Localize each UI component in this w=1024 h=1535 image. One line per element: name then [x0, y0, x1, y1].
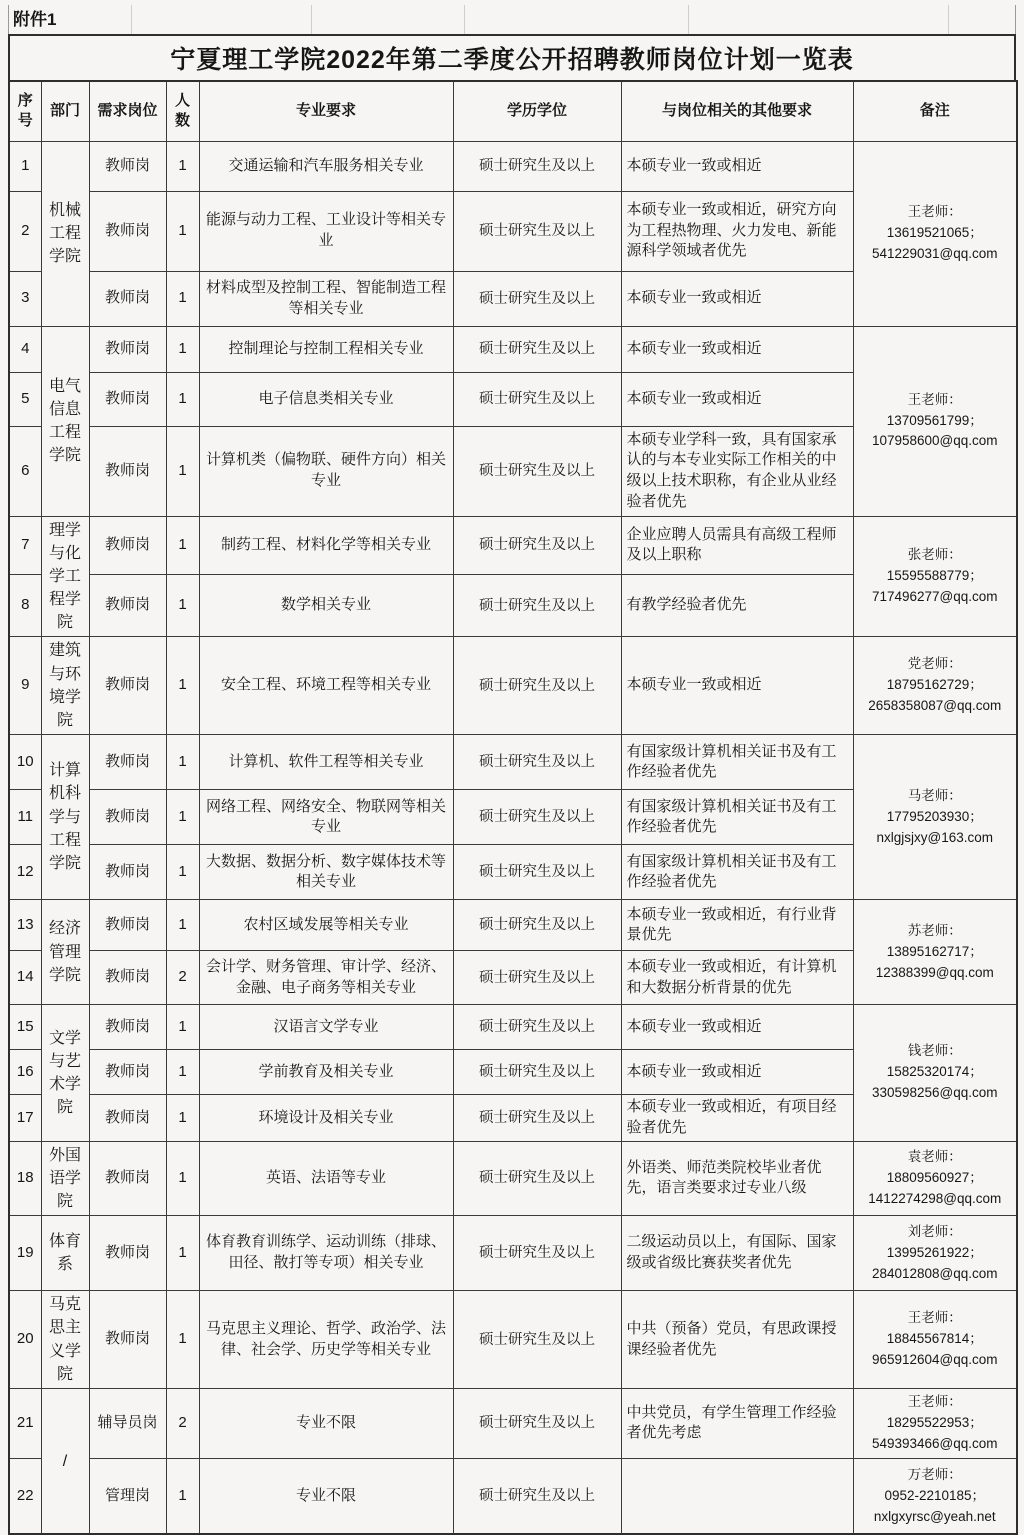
remark-line: 18845567814； [886, 1331, 983, 1347]
remark-line: 13995261922； [886, 1244, 983, 1260]
column-header: 部门 [41, 81, 89, 141]
remark-line: 13895162717； [886, 943, 983, 959]
cell-post: 教师岗 [89, 326, 166, 372]
cell-major-requirement: 会计学、财务管理、审计学、经济、金融、电子商务等相关专业 [199, 951, 453, 1005]
cell-department: 体育系 [41, 1216, 89, 1291]
cell-serial-number: 12 [9, 845, 41, 900]
cell-headcount: 1 [166, 141, 199, 191]
cell-remark-contact [853, 516, 1017, 637]
cell-major-requirement: 电子信息类相关专业 [199, 372, 453, 426]
cell-post: 教师岗 [89, 1005, 166, 1050]
attachment-label: 附件1 [13, 10, 57, 29]
cell-headcount: 1 [166, 845, 199, 900]
cell-degree-requirement: 硕士研究生及以上 [453, 1050, 621, 1095]
cell-degree-requirement: 硕士研究生及以上 [453, 1141, 621, 1216]
remark-line: 王老师： [907, 391, 962, 407]
cell-serial-number: 4 [9, 326, 41, 372]
remark-line: 15595588779； [886, 568, 983, 583]
remark-line: 王老师： [907, 1310, 962, 1326]
column-header: 人数 [166, 81, 199, 141]
recruitment-table [8, 80, 1018, 1535]
remark-line: 张老师： [907, 547, 962, 563]
remark-line: 15825320174； [886, 1064, 983, 1080]
column-header: 专业要求 [199, 81, 453, 141]
remark-line: 18795162729； [886, 677, 983, 693]
table-row [9, 326, 1017, 372]
cell-major-requirement: 数学相关专业 [199, 574, 453, 637]
cell-remark-contact [853, 141, 1017, 326]
cell-major-requirement: 计算机、软件工程等相关专业 [199, 735, 453, 790]
cell-major-requirement: 马克思主义理论、哲学、政治学、法律、社会学、历史学等相关专业 [199, 1291, 453, 1389]
cell-major-requirement: 汉语言文学专业 [199, 1005, 453, 1050]
remark-line: 钱老师： [907, 1043, 962, 1059]
cell-headcount: 1 [166, 326, 199, 372]
cell-other-requirements: 本硕专业一致或相近 [621, 271, 853, 326]
cell-serial-number: 19 [9, 1216, 41, 1291]
cell-major-requirement: 环境设计及相关专业 [199, 1095, 453, 1141]
cell-post: 教师岗 [89, 1095, 166, 1141]
cell-headcount: 1 [166, 735, 199, 790]
gridline [311, 5, 312, 34]
column-header: 备注 [853, 81, 1017, 141]
cell-other-requirements: 本硕专业一致或相近 [621, 637, 853, 735]
remark-line: 2658358087@qq.com [868, 698, 1002, 714]
cell-serial-number: 20 [9, 1291, 41, 1389]
cell-degree-requirement: 硕士研究生及以上 [453, 1291, 621, 1389]
cell-serial-number: 7 [9, 516, 41, 574]
cell-post: 教师岗 [89, 1216, 166, 1291]
cell-other-requirements [621, 1458, 853, 1534]
cell-major-requirement: 专业不限 [199, 1388, 453, 1458]
cell-degree-requirement: 硕士研究生及以上 [453, 637, 621, 735]
cell-post: 教师岗 [89, 271, 166, 326]
remark-line: 18809560927； [886, 1169, 983, 1185]
remark-line: 965912604@qq.com [871, 1351, 998, 1367]
cell-serial-number: 3 [9, 271, 41, 326]
gridline [131, 5, 132, 34]
cell-post: 教师岗 [89, 1291, 166, 1389]
cell-degree-requirement: 硕士研究生及以上 [453, 426, 621, 516]
cell-department: 外国语学院 [41, 1141, 89, 1216]
cell-other-requirements: 本硕专业一致或相近，研究方向为工程热物理、火力发电、新能源科学领域者优先 [621, 191, 853, 271]
cell-degree-requirement: 硕士研究生及以上 [453, 951, 621, 1005]
cell-post: 管理岗 [89, 1458, 166, 1534]
cell-degree-requirement: 硕士研究生及以上 [453, 574, 621, 637]
cell-major-requirement: 安全工程、环境工程等相关专业 [199, 637, 453, 735]
remark-line: 党老师： [907, 656, 962, 672]
cell-other-requirements: 本硕专业一致或相近 [621, 1005, 853, 1050]
table-row [9, 900, 1017, 951]
cell-degree-requirement: 硕士研究生及以上 [453, 1005, 621, 1050]
cell-serial-number: 18 [9, 1141, 41, 1216]
table-row [9, 1216, 1017, 1291]
cell-remark-contact [853, 1141, 1017, 1216]
remark-line: 万老师： [907, 1466, 962, 1482]
remark-line: 330598256@qq.com [871, 1085, 998, 1101]
top-strip [8, 5, 1016, 34]
cell-post: 教师岗 [89, 516, 166, 574]
cell-major-requirement: 计算机类（偏物联、硬件方向）相关专业 [199, 426, 453, 516]
cell-serial-number: 16 [9, 1050, 41, 1095]
cell-department: 计算机科学与工程学院 [41, 735, 89, 900]
remark-line: 12388399@qq.com [875, 964, 994, 980]
cell-major-requirement: 制药工程、材料化学等相关专业 [199, 516, 453, 574]
cell-post: 教师岗 [89, 900, 166, 951]
cell-headcount: 1 [166, 900, 199, 951]
cell-serial-number: 1 [9, 141, 41, 191]
header-row [9, 81, 1017, 141]
cell-other-requirements: 本硕专业一致或相近 [621, 141, 853, 191]
cell-other-requirements: 本硕专业一致或相近 [621, 372, 853, 426]
cell-headcount: 1 [166, 1291, 199, 1389]
cell-major-requirement: 能源与动力工程、工业设计等相关专业 [199, 191, 453, 271]
cell-other-requirements: 本硕专业一致或相近，有项目经验者优先 [621, 1095, 853, 1141]
cell-headcount: 1 [166, 790, 199, 845]
cell-serial-number: 11 [9, 790, 41, 845]
cell-headcount: 1 [166, 1216, 199, 1291]
table-row [9, 1291, 1017, 1389]
table-row [9, 1388, 1017, 1458]
cell-other-requirements: 二级运动员以上，有国际、国家级或省级比赛获奖者优先 [621, 1216, 853, 1291]
cell-post: 教师岗 [89, 790, 166, 845]
cell-serial-number: 2 [9, 191, 41, 271]
cell-post: 教师岗 [89, 951, 166, 1005]
cell-degree-requirement: 硕士研究生及以上 [453, 191, 621, 271]
cell-serial-number: 8 [9, 574, 41, 637]
cell-serial-number: 15 [9, 1005, 41, 1050]
cell-department: 理学与化学工程学院 [41, 516, 89, 637]
cell-degree-requirement: 硕士研究生及以上 [453, 1216, 621, 1291]
cell-headcount: 1 [166, 271, 199, 326]
cell-remark-contact [853, 1458, 1017, 1534]
page-title: 宁夏理工学院2022年第二季度公开招聘教师岗位计划一览表 [8, 34, 1016, 80]
recruitment-table-container [8, 80, 1016, 1535]
remark-line: 苏老师： [907, 922, 962, 938]
cell-serial-number: 6 [9, 426, 41, 516]
cell-serial-number: 9 [9, 637, 41, 735]
cell-post: 教师岗 [89, 426, 166, 516]
table-row [9, 1458, 1017, 1534]
cell-post: 教师岗 [89, 1050, 166, 1095]
column-header: 与岗位相关的其他要求 [621, 81, 853, 141]
column-header: 学历学位 [453, 81, 621, 141]
column-header: 需求岗位 [89, 81, 166, 141]
cell-other-requirements: 中共党员，有学生管理工作经验者优先考虑 [621, 1388, 853, 1458]
cell-remark-contact [853, 900, 1017, 1005]
cell-department: 电气信息工程学院 [41, 326, 89, 516]
cell-other-requirements: 中共（预备）党员，有思政课授课经验者优先 [621, 1291, 853, 1389]
cell-remark-contact [853, 1291, 1017, 1389]
cell-serial-number: 14 [9, 951, 41, 1005]
cell-remark-contact [853, 1388, 1017, 1458]
cell-degree-requirement: 硕士研究生及以上 [453, 516, 621, 574]
cell-major-requirement: 农村区域发展等相关专业 [199, 900, 453, 951]
cell-degree-requirement: 硕士研究生及以上 [453, 326, 621, 372]
cell-major-requirement: 材料成型及控制工程、智能制造工程等相关专业 [199, 271, 453, 326]
cell-major-requirement: 控制理论与控制工程相关专业 [199, 326, 453, 372]
cell-other-requirements: 本硕专业一致或相近，有计算机和大数据分析背景的优先 [621, 951, 853, 1005]
cell-major-requirement: 英语、法语等专业 [199, 1141, 453, 1216]
cell-post: 辅导员岗 [89, 1388, 166, 1458]
cell-headcount: 1 [166, 1005, 199, 1050]
table-row [9, 735, 1017, 790]
remark-line: 18295522953； [886, 1414, 983, 1430]
cell-serial-number: 10 [9, 735, 41, 790]
remark-line: 王老师： [907, 204, 962, 220]
cell-remark-contact [853, 1005, 1017, 1141]
cell-other-requirements: 本硕专业学科一致，具有国家承认的与本专业实际工作相关的中级以上技术职称，有企业从业经验者优先 [621, 426, 853, 516]
cell-other-requirements: 本硕专业一致或相近 [621, 326, 853, 372]
cell-headcount: 1 [166, 1458, 199, 1534]
remark-line: 549393466@qq.com [871, 1435, 998, 1451]
cell-post: 教师岗 [89, 141, 166, 191]
cell-post: 教师岗 [89, 574, 166, 637]
remark-line: 541229031@qq.com [871, 245, 998, 261]
cell-degree-requirement: 硕士研究生及以上 [453, 1095, 621, 1141]
cell-department: / [41, 1388, 89, 1534]
table-row [9, 516, 1017, 574]
cell-post: 教师岗 [89, 372, 166, 426]
cell-major-requirement: 专业不限 [199, 1458, 453, 1534]
cell-serial-number: 5 [9, 372, 41, 426]
gridline [948, 5, 949, 34]
cell-serial-number: 17 [9, 1095, 41, 1141]
cell-department: 机械工程学院 [41, 141, 89, 326]
remark-line: 107958600@qq.com [871, 433, 998, 449]
cell-degree-requirement: 硕士研究生及以上 [453, 790, 621, 845]
table-row [9, 1005, 1017, 1050]
cell-headcount: 2 [166, 1388, 199, 1458]
column-header: 序号 [9, 81, 41, 141]
cell-headcount: 1 [166, 1050, 199, 1095]
table-row [9, 1141, 1017, 1216]
cell-headcount: 1 [166, 1095, 199, 1141]
cell-department: 马克思主义学院 [41, 1291, 89, 1389]
remark-line: nxlgjsjxy@163.com [876, 829, 993, 845]
cell-major-requirement: 学前教育及相关专业 [199, 1050, 453, 1095]
cell-major-requirement: 大数据、数据分析、数字媒体技术等相关专业 [199, 845, 453, 900]
cell-department: 经济管理学院 [41, 900, 89, 1005]
cell-other-requirements: 有教学经验者优先 [621, 574, 853, 637]
cell-serial-number: 21 [9, 1388, 41, 1458]
cell-serial-number: 22 [9, 1458, 41, 1534]
cell-post: 教师岗 [89, 637, 166, 735]
table-row [9, 141, 1017, 191]
cell-post: 教师岗 [89, 735, 166, 790]
cell-other-requirements: 本硕专业一致或相近 [621, 1050, 853, 1095]
cell-other-requirements: 企业应聘人员需具有高级工程师及以上职称 [621, 516, 853, 574]
cell-department: 建筑与环境学院 [41, 637, 89, 735]
cell-degree-requirement: 硕士研究生及以上 [453, 900, 621, 951]
cell-degree-requirement: 硕士研究生及以上 [453, 1458, 621, 1534]
cell-degree-requirement: 硕士研究生及以上 [453, 1388, 621, 1458]
remark-line: 1412274298@qq.com [868, 1190, 1002, 1206]
cell-post: 教师岗 [89, 845, 166, 900]
remark-line: 马老师： [907, 787, 962, 803]
gridline [688, 5, 689, 34]
cell-headcount: 1 [166, 372, 199, 426]
cell-remark-contact [853, 326, 1017, 516]
cell-degree-requirement: 硕士研究生及以上 [453, 271, 621, 326]
remark-line: 284012808@qq.com [871, 1265, 998, 1281]
cell-other-requirements: 外语类、师范类院校毕业者优先，语言类要求过专业八级 [621, 1141, 853, 1216]
cell-degree-requirement: 硕士研究生及以上 [453, 735, 621, 790]
cell-headcount: 1 [166, 516, 199, 574]
cell-post: 教师岗 [89, 1141, 166, 1216]
cell-serial-number: 13 [9, 900, 41, 951]
remark-line: 13619521065； [886, 225, 983, 241]
cell-department: 文学与艺术学院 [41, 1005, 89, 1141]
cell-other-requirements: 有国家级计算机相关证书及有工作经验者优先 [621, 790, 853, 845]
remark-line: 王老师： [907, 1393, 962, 1409]
table-row [9, 637, 1017, 735]
cell-major-requirement: 交通运输和汽车服务相关专业 [199, 141, 453, 191]
cell-remark-contact [853, 637, 1017, 735]
cell-degree-requirement: 硕士研究生及以上 [453, 141, 621, 191]
cell-other-requirements: 有国家级计算机相关证书及有工作经验者优先 [621, 735, 853, 790]
remark-line: 刘老师： [907, 1223, 962, 1239]
cell-headcount: 2 [166, 951, 199, 1005]
cell-remark-contact [853, 735, 1017, 900]
cell-degree-requirement: 硕士研究生及以上 [453, 372, 621, 426]
cell-headcount: 1 [166, 191, 199, 271]
cell-other-requirements: 本硕专业一致或相近，有行业背景优先 [621, 900, 853, 951]
cell-major-requirement: 体育教育训练学、运动训练（排球、田径、散打等专项）相关专业 [199, 1216, 453, 1291]
remark-line: 13709561799； [886, 412, 983, 428]
cell-other-requirements: 有国家级计算机相关证书及有工作经验者优先 [621, 845, 853, 900]
gridline [464, 5, 465, 34]
cell-headcount: 1 [166, 1141, 199, 1216]
cell-degree-requirement: 硕士研究生及以上 [453, 845, 621, 900]
remark-line: 0952-2210185； [884, 1487, 986, 1503]
cell-post: 教师岗 [89, 191, 166, 271]
cell-remark-contact [853, 1216, 1017, 1291]
remark-line: nxlgxyrsc@yeah.net [873, 1508, 996, 1524]
remark-line: 17795203930； [886, 808, 983, 824]
cell-headcount: 1 [166, 426, 199, 516]
cell-headcount: 1 [166, 637, 199, 735]
remark-line: 袁老师： [907, 1148, 962, 1164]
cell-headcount: 1 [166, 574, 199, 637]
cell-major-requirement: 网络工程、网络安全、物联网等相关专业 [199, 790, 453, 845]
remark-line: 717496277@qq.com [871, 588, 998, 604]
